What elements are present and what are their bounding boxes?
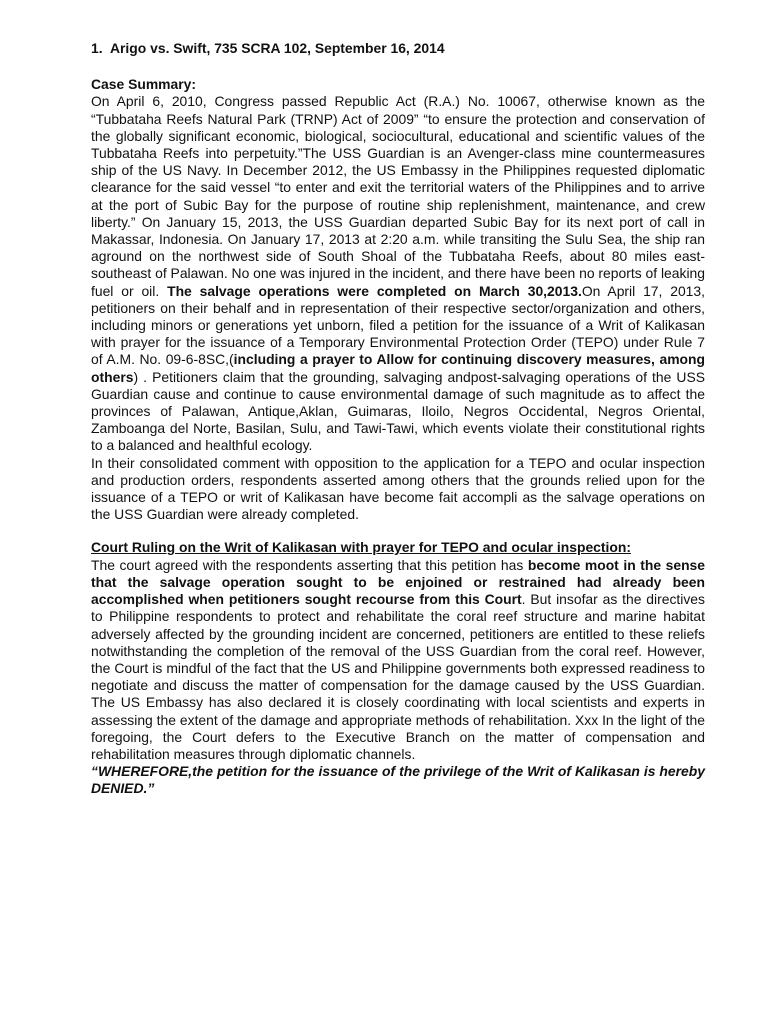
case-heading (91, 40, 705, 57)
paragraph-ruling (91, 557, 705, 763)
paragraph-facts (91, 93, 705, 454)
case-number: 1. (91, 40, 103, 56)
facts-text-2: On April 17, 2013, petitioners on their behalf and in representation of their respective sector/organization and others, including minors or generations yet unborn, filed a petition for the issuance of a Writ of Kalikasan with prayer for the issuance of a Temporary Environmental Protection Order (TEPO) under Rule 7 of A.M. No. 09-6-8SC,( (91, 282, 705, 368)
ruling-heading: Court Ruling on the Writ of Kalikasan with prayer for TEPO and ocular inspection: (91, 539, 631, 556)
ruling-text-2: . But insofar as the directives to Philippine respondents to protect and rehabilitate the coral reef structure and marine habitat adversely affected by the grounding incident are concerned, petitioners are entitled to these reliefs notwithstanding the completion of the removal of the USS Guardian from the coral reef. However, the Court is mindful of the fact that the US and Philippine governments both expressed readiness to negotiate and discuss the matter of compensation for the damage caused by the USS Guardian. The US Embassy has also declared it is closely coordinating with local scientists and experts in assessing the extent of the damage and appropriate methods of rehabilitation. Xxx In the light of the foregoing, the Court defers to the Executive Branch on the matter of compensation and rehabilitation measures through diplomatic channels. (91, 591, 705, 762)
facts-text-3: ) . Petitioners claim that the grounding, salvaging andpost-salvaging operations of the USS Guardian cause and continue to cause environmental damage of such magnitude as to affect the provinces of Palawan, Antique,Aklan, Guimaras, Iloilo, Negros Occidental, Negros Oriental, Zamboanga del Norte, Basilan, Sulu, and Tawi-Tawi, which events violate their constitutional rights to a balanced and healthful ecology. (91, 368, 705, 454)
ruling-text-1: The court agreed with the respondents asserting that this petition has (91, 556, 528, 573)
case-summary-label: Case Summary: (91, 76, 197, 93)
paragraph-respondents-comment: In their consolidated comment with opposition to the application for a TEPO and ocular inspection and production orders, respondents asserted among others that the grounds relied upon for the issuance of a TEPO or writ of Kalikasan have become fait accompli as the salvage operations on the USS Guardian were already completed. (91, 454, 705, 523)
document-page (91, 40, 705, 798)
ruling-bold-moot: become moot in the sense that the salvage operation sought to be enjoined or restrained had already been accomplished when petitioners sought recourse from this Court (91, 556, 706, 608)
facts-text-1: On April 6, 2010, Congress passed Republic Act (R.A.) No. 10067, otherwise known as the “Tubbataha Reefs Natural Park (TRNP) Act of 2009” “to ensure the protection and conservation of the globally significant economic, biological, sociocultural, educational and scientific values of the Tubbataha Reefs into perpetuity.”The USS Guardian is an Avenger-class mine countermeasures ship of the US Navy. In December 2012, the US Embassy in the Philippines requested diplomatic clearance for the said vessel “to enter and exit the territorial waters of the Philippines and to arrive at the port of Subic Bay for the purpose of routine ship replenishment, maintenance, and crew liberty.” On January 15, 2013, the USS Guardian departed Subic Bay for its next port of call in Makassar, Indonesia. On January 17, 2013 at 2:20 a.m. while transiting the Sulu Sea, the ship ran aground on the northwest side of South Shoal of the Tubbataha Reefs, about 80 miles east-southeast of Palawan. No one was injured in the incident, and there have been no reports of leaking fuel or oil. (91, 93, 705, 299)
case-title: Arigo vs. Swift, 735 SCRA 102, September 16, 2014 (110, 40, 445, 56)
wherefore-clause: “WHEREFORE,the petition for the issuance of the privilege of the Writ of Kalikasan is hereby DENIED.” (91, 763, 705, 797)
facts-bold-prayer: including a prayer to Allow for continuing discovery measures, among others (91, 351, 705, 385)
facts-bold-salvage-completed: The salvage operations were completed on March 30,2013. (167, 282, 582, 299)
